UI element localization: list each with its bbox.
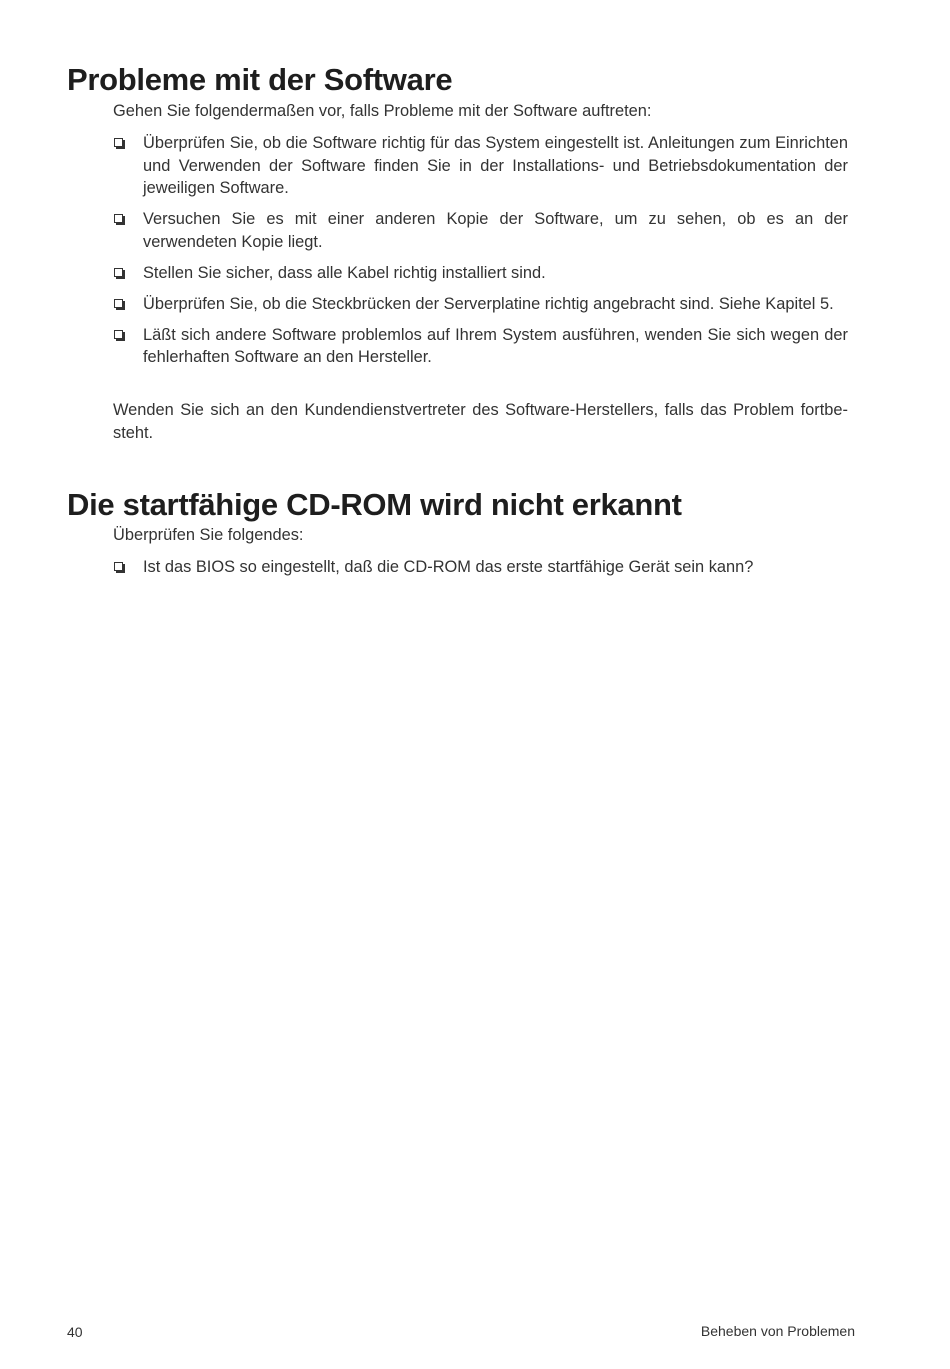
list-item xyxy=(113,556,848,579)
list-item-text: Überprüfen Sie, ob die Software richtig für das System eingestellt ist. Anleitungen zum Einrichten und Verwenden der Software finden Sie in der Installations- und Betriebsdokumentation der jeweiligen Software. xyxy=(143,134,848,197)
page-number: 40 xyxy=(67,1324,83,1340)
checkbox-bullet-icon xyxy=(114,214,123,223)
chapter-title: Beheben von Problemen xyxy=(700,1323,855,1339)
cdrom-checklist xyxy=(113,556,848,587)
section-heading-cdrom-not-recognized: Die startfähige CD-ROM wird nicht erkannt xyxy=(67,487,682,522)
list-item xyxy=(113,132,848,200)
checkbox-bullet-icon xyxy=(114,299,123,308)
list-item xyxy=(113,262,848,285)
list-item-text: Läßt sich andere Software problemlos auf Ihrem System ausführen, wenden Sie sich wegen der fehlerhaften Software an den Hersteller. xyxy=(143,325,848,366)
software-checklist xyxy=(113,132,848,377)
checkbox-bullet-icon xyxy=(114,330,123,339)
list-item xyxy=(113,324,848,369)
section-heading-software-problems: Probleme mit der Software xyxy=(67,62,453,97)
list-item-text: Stellen Sie sicher, dass alle Kabel richtig installiert sind. xyxy=(143,263,546,282)
checkbox-bullet-icon xyxy=(114,138,123,147)
list-item-text: Versuchen Sie es mit einer anderen Kopie der Software, um zu sehen, ob es an der verwendeten Kopie liegt. xyxy=(143,210,848,251)
section-intro: Überprüfen Sie folgendes: xyxy=(113,526,304,544)
list-item xyxy=(113,293,848,316)
section-closing: Wenden Sie sich an den Kundendienstvertreter des Software-Herstellers, falls das Problem fortbesteht. xyxy=(113,401,848,442)
checkbox-bullet-icon xyxy=(114,268,123,277)
checkbox-bullet-icon xyxy=(114,562,123,571)
list-item-text: Überprüfen Sie, ob die Steckbrücken der Serverplatine richtig angebracht sind. Siehe Kapitel 5. xyxy=(143,294,834,313)
list-item xyxy=(113,208,848,253)
section-intro: Gehen Sie folgendermaßen vor, falls Probleme mit der Software auftreten: xyxy=(113,102,652,120)
list-item-text: Ist das BIOS so eingestellt, daß die CD-ROM das erste startfähige Gerät sein kann? xyxy=(143,558,754,576)
